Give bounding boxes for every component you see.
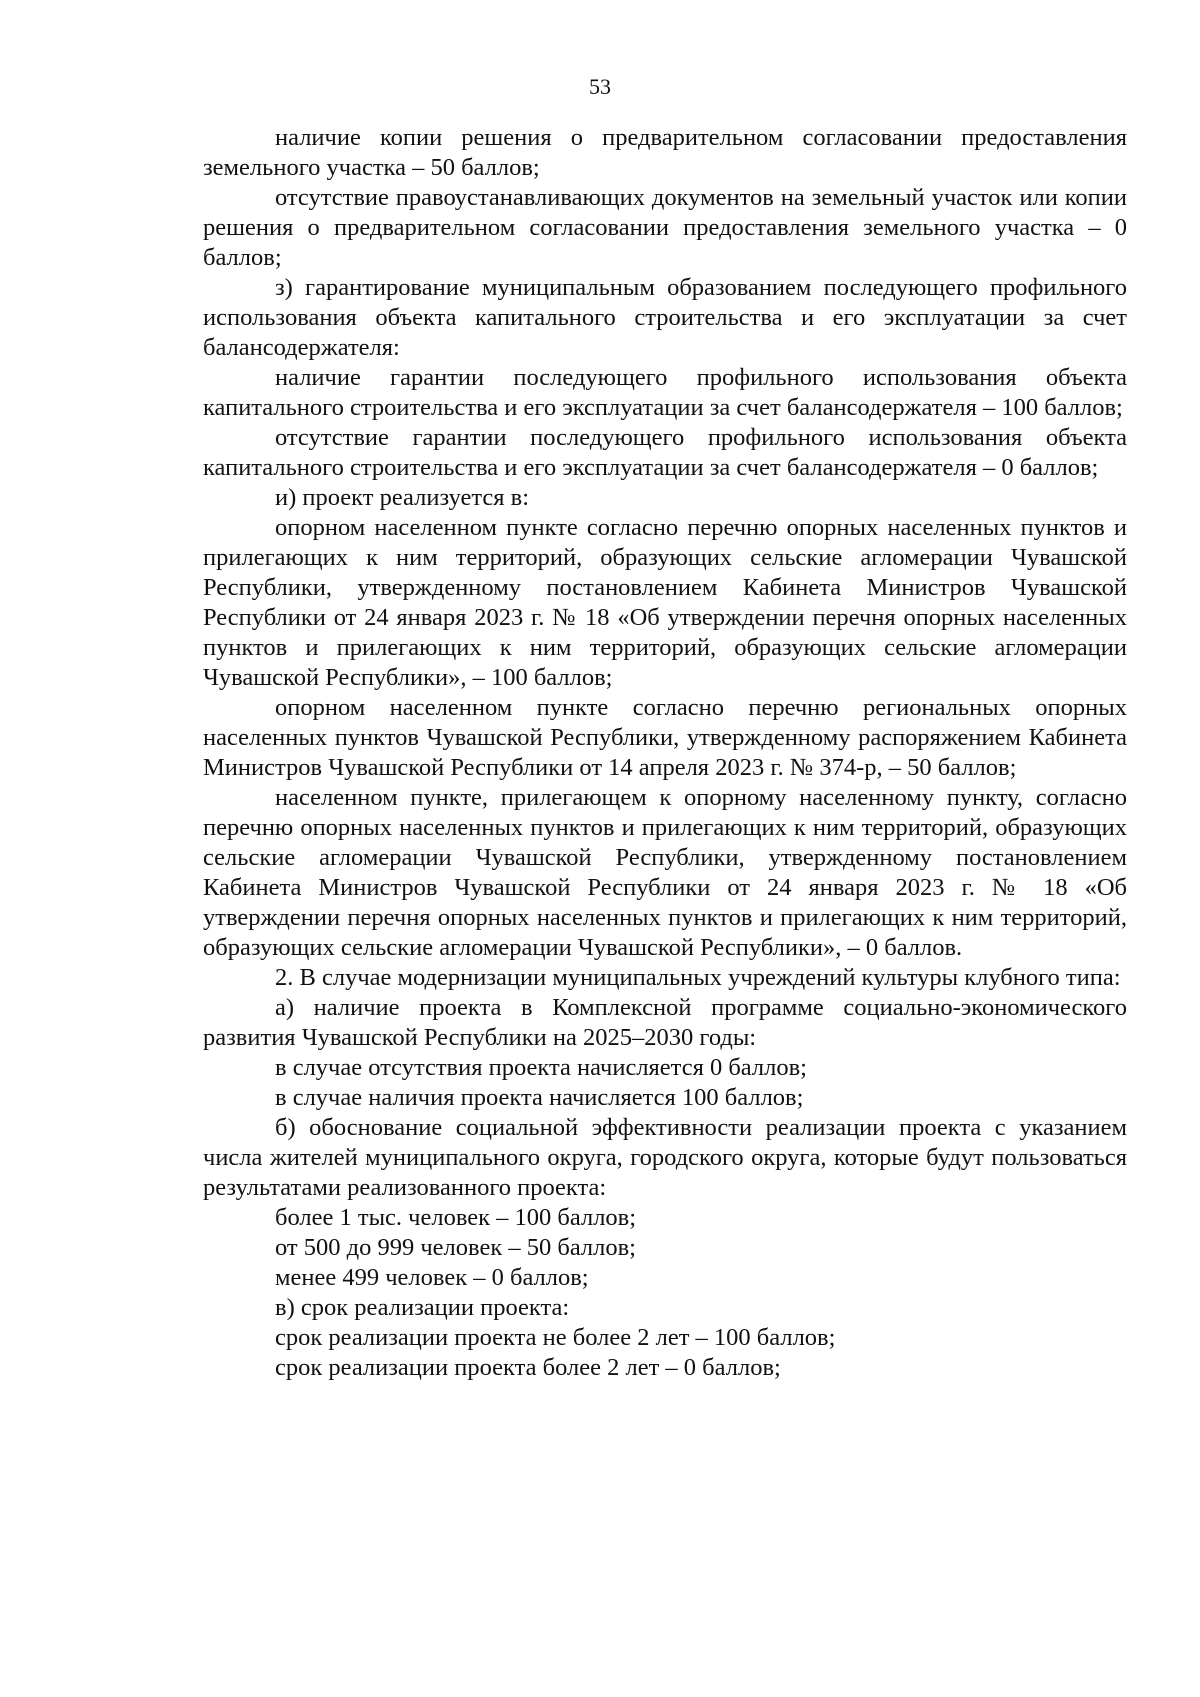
paragraph: опорном населенном пункте согласно перечню региональных опорных населенных пунктов Чувашской Республики, утвержденному распоряжением Кабинета Министров Чувашской Республики от 14 апреля 2023 г. № 374-р, – 50 баллов;: [203, 694, 1127, 781]
paragraph: наличие копии решения о предварительном согласовании предоставления земельного участка – 50 баллов;: [203, 124, 1127, 181]
paragraph: отсутствие правоустанавливающих документов на земельный участок или копии решения о предварительном согласовании предоставления земельного участка – 0 баллов;: [203, 184, 1127, 271]
paragraph: а) наличие проекта в Комплексной программе социально-экономического развития Чувашской Республики на 2025–2030 годы:: [203, 994, 1127, 1051]
paragraph: срок реализации проекта более 2 лет – 0 баллов;: [275, 1354, 781, 1381]
paragraph: срок реализации проекта не более 2 лет – 100 баллов;: [275, 1324, 836, 1351]
paragraph: з) гарантирование муниципальным образованием последующего профильного использования объекта капитального строительства и его эксплуатации за счет балансодержателя:: [203, 274, 1127, 361]
paragraph: населенном пункте, прилегающем к опорному населенному пункту, согласно перечню опорных населенных пунктов и прилегающих к ним территорий, образующих сельские агломерации Чувашской Республики, утвержденному постановлением Кабинета Министров Чувашской Республики от 24 января 2023 г. № 18 «Об утверждении перечня опорных населенных пунктов и прилегающих к ним территорий, образующих сельские агломерации Чувашской Республики», – 0 баллов.: [203, 784, 1127, 961]
paragraph: в случае наличия проекта начисляется 100 баллов;: [275, 1084, 804, 1111]
paragraph: в) срок реализации проекта:: [275, 1294, 570, 1321]
paragraph: опорном населенном пункте согласно перечню опорных населенных пунктов и прилегающих к ним территорий, образующих сельские агломерации Чувашской Республики, утвержденному постановлением Кабинета Министров Чувашской Республики от 24 января 2023 г. № 18 «Об утверждении перечня опорных населенных пунктов и прилегающих к ним территорий, образующих сельские агломерации Чувашской Республики», – 100 баллов;: [203, 514, 1127, 691]
paragraph: более 1 тыс. человек – 100 баллов;: [275, 1204, 637, 1231]
paragraph: отсутствие гарантии последующего профильного использования объекта капитального строительства и его эксплуатации за счет балансодержателя – 0 баллов;: [203, 424, 1127, 481]
paragraph: б) обоснование социальной эффективности реализации проекта с указанием числа жителей муниципального округа, городского округа, которые будут пользоваться результатами реализованного проекта:: [203, 1114, 1127, 1201]
paragraph: и) проект реализуется в:: [275, 484, 530, 511]
document-body: [203, 123, 1127, 1383]
paragraph: в случае отсутствия проекта начисляется 0 баллов;: [275, 1054, 807, 1081]
page-number: 53: [589, 74, 611, 99]
paragraph: наличие гарантии последующего профильного использования объекта капитального строительства и его эксплуатации за счет балансодержателя – 100 баллов;: [203, 364, 1127, 421]
paragraph: 2. В случае модернизации муниципальных учреждений культуры клубного типа:: [275, 964, 1121, 991]
paragraph: от 500 до 999 человек – 50 баллов;: [275, 1234, 636, 1261]
paragraph: менее 499 человек – 0 баллов;: [275, 1264, 589, 1291]
